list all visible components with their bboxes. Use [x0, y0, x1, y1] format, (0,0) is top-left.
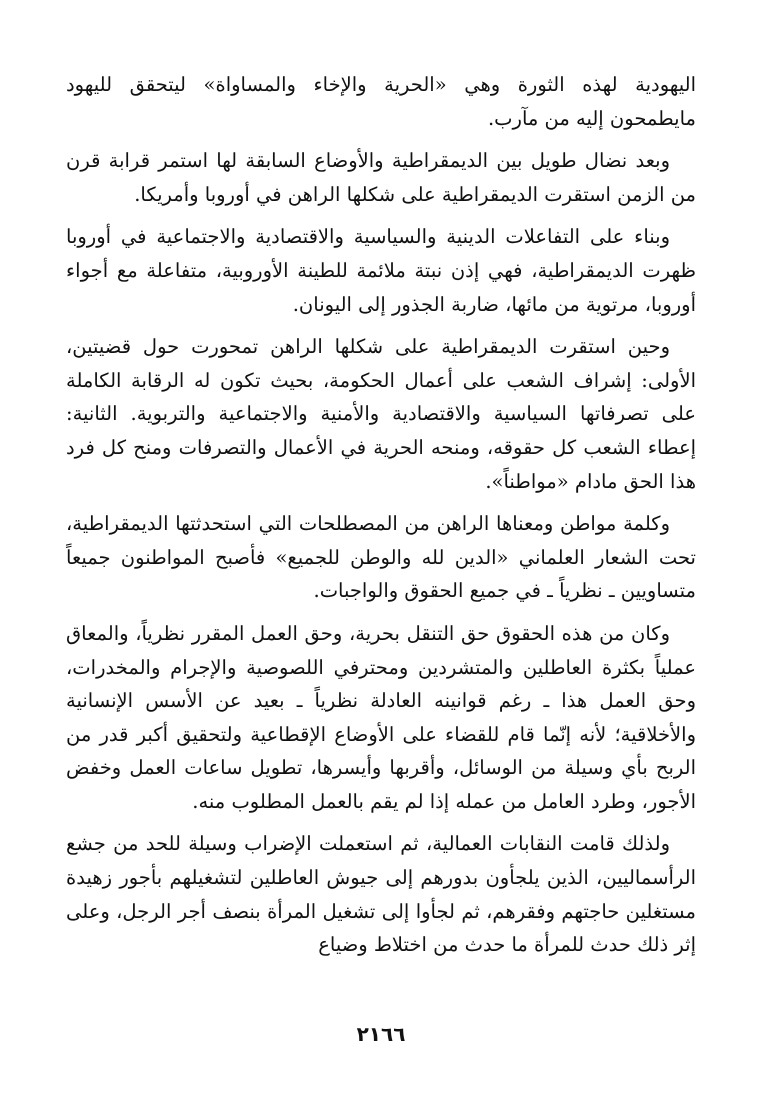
- page-number: ٢١٦٦: [356, 1022, 406, 1046]
- paragraph: وبعد نضال طويل بين الديمقراطية والأوضاع السابقة لها استمر قرابة قرن من الزمن استقرت الديمقراطية على شكلها الراهن في أوروبا وأمريكا.: [66, 149, 696, 206]
- paragraph-continuation: اليهودية لهذه الثورة وهي «الحرية والإخاء والمساواة» ليتحقق لليهود مايطمحون إليه من مآرب.: [66, 73, 696, 130]
- paragraph: وكلمة مواطن ومعناها الراهن من المصطلحات التي استحدثتها الديمقراطية، تحت الشعار العلماني «الدين لله والوطن للجميع» فأصبح المواطنون جميعاً متساويين ـ نظرياً ـ في جميع الحقوق والواجبات.: [66, 512, 696, 603]
- body-text: [66, 68, 696, 971]
- paragraph: وكان من هذه الحقوق حق التنقل بحرية، وحق العمل المقرر نظرياً، والمعاق عملياً بكثرة العاطلين والمتشردين ومحترفي اللصوصية والإجرام والمخدرات، وحق العمل هذا ـ رغم قوانينه العادلة نظرياً ـ بعيد عن الأسس الإنسانية والأخلاقية؛ لأنه إنّما قام للقضاء على الأوضاع الإقطاعية ولتحقيق أكبر قدر من الربح بأي وسيلة من الوسائل، وأقربها وأيسرها، تطويل ساعات العمل وخفض الأجور، وطرد العامل من عمله إذا لم يقم بالعمل المطلوب منه.: [66, 621, 696, 813]
- paragraph: وبناء على التفاعلات الدينية والسياسية والاقتصادية والاجتماعية في أوروبا ظهرت الديمقراطية، فهي إذن نبتة ملائمة للطينة الأوروبية، متفاعلة مع أجواء أوروبا، مرتوية من مائها، ضاربة الجذور إلى اليونان.: [66, 225, 696, 316]
- paragraph: ولذلك قامت النقابات العمالية، ثم استعملت الإضراب وسيلة للحد من جشع الرأسماليين، الذين يلجأون بدورهم إلى جيوش العاطلين لتشغيلهم بأجور زهيدة مستغلين حاجتهم وفقرهم، ثم لجأوا إلى تشغيل المرأة بنصف أجر الرجل، وعلى إثر ذلك حدث للمرأة ما حدث من اختلاط وضياع: [66, 832, 696, 957]
- paragraph: وحين استقرت الديمقراطية على شكلها الراهن تمحورت حول قضيتين، الأولى: إشراف الشعب على أعمال الحكومة، بحيث تكون له الرقابة الكاملة على تصرفاتها السياسية والاقتصادية والأمنية والاجتماعية والتربوية. الثانية: إعطاء الشعب كل حقوقه، ومنحه الحرية في الأعمال والتصرفات ومنح كل فرد هذا الحق مادام «مواطناً».: [66, 335, 696, 493]
